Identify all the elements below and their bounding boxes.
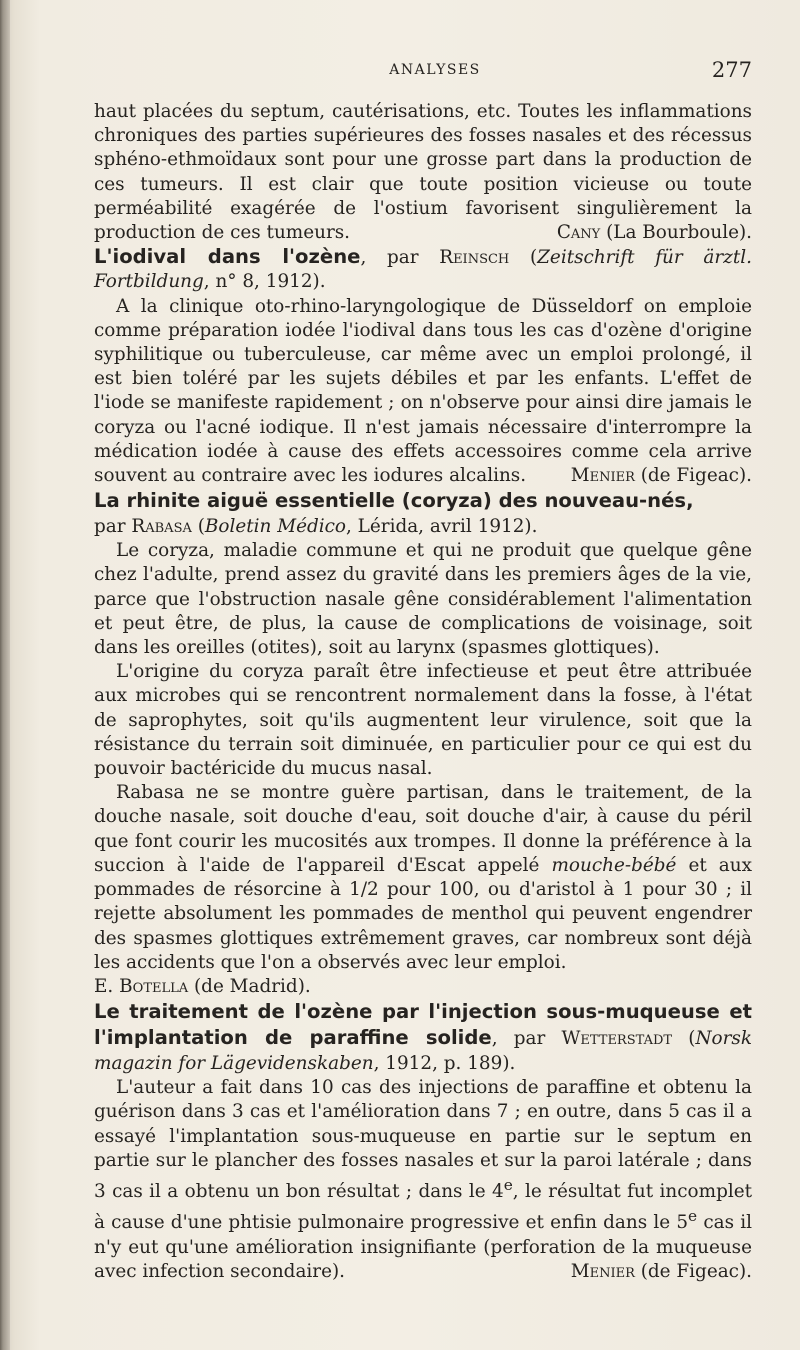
paragraph-text: A la clinique oto-rhino-laryngologique de Düsseldorf on emploie comme préparation iodée l'iodival dans tous les cas d'ozène d'origine syphilitique ou tuberculeuse, car même avec un emploi prolongé, il est bien toléré par les sujets débiles et par les enfants. L'effet de l'iode se manifeste rapidement ; on n'observe pour ainsi dire jamais le coryza ou l'acné iodique. Il n'est jamais nécessaire d'interrompre la médication iodée à cause des effets accessoires comme cela arrive souvent au contraire avec les iodures alcalins. <box>94 295 752 487</box>
paragraph-text: Rabasa ne se montre guère partisan, dans le traitement, de la douche nasale, soit douche d'eau, soit douche d'air, à cause du péril que font courir les mucosités aux trompes. Il donne la préférence à la succion à l'aide de l'appareil d'Escat appelé <box>94 782 752 876</box>
signature-place: (La Bourboule). <box>606 222 752 244</box>
article-paragraph: L'origine du coryza paraît être infectieuse et peut être attribuée aux microbes qui se rencontrent normalement dans la fosse, à l'état de saprophytes, soit qu'ils augmentent leur virulence, soit que la résistance du terrain soit diminuée, en particulier pour ce qui est du pouvoir bactéricide du mucus nasal. <box>94 661 752 780</box>
article-title: La rhinite aiguë essentielle (coryza) des nouveau-nés, <box>94 489 694 513</box>
paragraph-text: , le résultat fut incomplet à cause d'une phtisie pulmonaire progressive et enfin dans le 5 <box>94 1181 752 1234</box>
signature-name: Botella <box>119 975 189 997</box>
journal-title: Boletin Médico <box>204 516 346 538</box>
reference-details: , Lérida, avril 1912). <box>345 516 538 538</box>
article-paragraph <box>94 781 752 975</box>
ref-open: ( <box>197 516 205 538</box>
article-author: Rabasa <box>131 516 192 538</box>
signature-name: Cany <box>556 222 601 244</box>
article-title: L'iodival dans l'ozène <box>94 245 361 269</box>
ref-open: ( <box>529 247 538 269</box>
article-author: Wetterstadt <box>561 1028 673 1050</box>
ordinal-suffix: e <box>688 1207 698 1226</box>
running-header <box>118 58 752 88</box>
article-paragraph: Le coryza, maladie commune et qui ne produit que quelque gêne chez l'adulte, prend assez du gravité dans les premiers âges de la vie, parce que l'obstruction nasale gêne considérablement l'alimentation et peut être, de plus, la cause de complications de voisinage, soit dans les oreilles (otites), soit au larynx (spasmes glottiques). <box>94 540 752 659</box>
by-word: , par <box>491 1028 546 1050</box>
signature-place: (de Figeac). <box>640 465 752 487</box>
signature <box>549 464 752 488</box>
reference-details: , n° 8, 1912). <box>203 271 326 293</box>
signature-name: Menier <box>570 465 635 487</box>
article-heading <box>94 245 752 294</box>
signature-initial: E. <box>94 975 114 997</box>
signature-name: Menier <box>570 1260 635 1282</box>
ref-open: ( <box>688 1028 696 1050</box>
signature-place: (de Figeac). <box>640 1260 752 1282</box>
reference-details: , 1912, p. 189). <box>373 1053 516 1075</box>
article-title: Le traitement de l'ozène par l'injection sous-muqueuse et l'implantation de paraffine solide <box>94 1000 752 1050</box>
article-body <box>94 1076 752 1284</box>
paragraph-text: L'auteur a fait dans 10 cas des injections de paraffine et obtenu la guérison dans 3 cas et l'amélioration dans 7 ; en outre, dans 5 cas il a essayé l'implantation sous-muqueuse en partie sur le septum en partie sur le plancher des fosses nasales et sur la paroi latérale ; dans 3 cas il a obtenu un bon résultat ; dans le 4 <box>94 1077 752 1203</box>
page-number: 277 <box>711 58 752 82</box>
paragraph-text: cas il n'y eut qu'une amélioration insignifiante (perforation de la muqueuse avec infection secondaire). <box>94 1212 752 1282</box>
article-heading <box>94 999 752 1076</box>
signature <box>94 975 752 999</box>
binding-shadow <box>0 0 10 1350</box>
ordinal-suffix: e <box>503 1175 513 1194</box>
paragraph-text: haut placées du septum, cautérisations, etc. Toutes les inflammations chroniques des parties supérieures des fosses nasales et des récessus sphéno-ethmoïdaux sont pour une grosse part dans la production de ces tumeurs. Il est clair que toute position vicieuse ou toute perméabilité exagérée de l'ostium favorisent singulièrement la production de ces tumeurs. <box>94 101 752 244</box>
continued-paragraph <box>94 100 752 245</box>
journal-title: Zeitschrift für ärztl. Fortbildung <box>94 247 752 293</box>
running-title: ANALYSES <box>389 62 481 78</box>
signature <box>549 1260 752 1284</box>
by-word: par <box>94 516 126 538</box>
signature <box>557 221 752 245</box>
signature-place: (de Madrid). <box>194 975 311 997</box>
article-author: Reinsch <box>439 247 510 269</box>
journal-title: Norsk magazin for Lägevidenskaben <box>94 1028 752 1075</box>
article-body <box>94 295 752 489</box>
device-name: mouche-bébé <box>551 854 677 876</box>
paragraph-text: et aux pommades de résorcine à 1/2 pour 100, ou d'aristol à 1 pour 30 ; il rejette absolument les pommades de menthol qui peuvent engendrer des spasmes glottiques extrêmement graves, car nombreux sont déjà les accidents que l'on a observés avec leur emploi. <box>94 854 752 973</box>
article-heading <box>94 488 752 539</box>
by-word: , par <box>360 247 419 269</box>
page-body <box>94 100 752 1284</box>
